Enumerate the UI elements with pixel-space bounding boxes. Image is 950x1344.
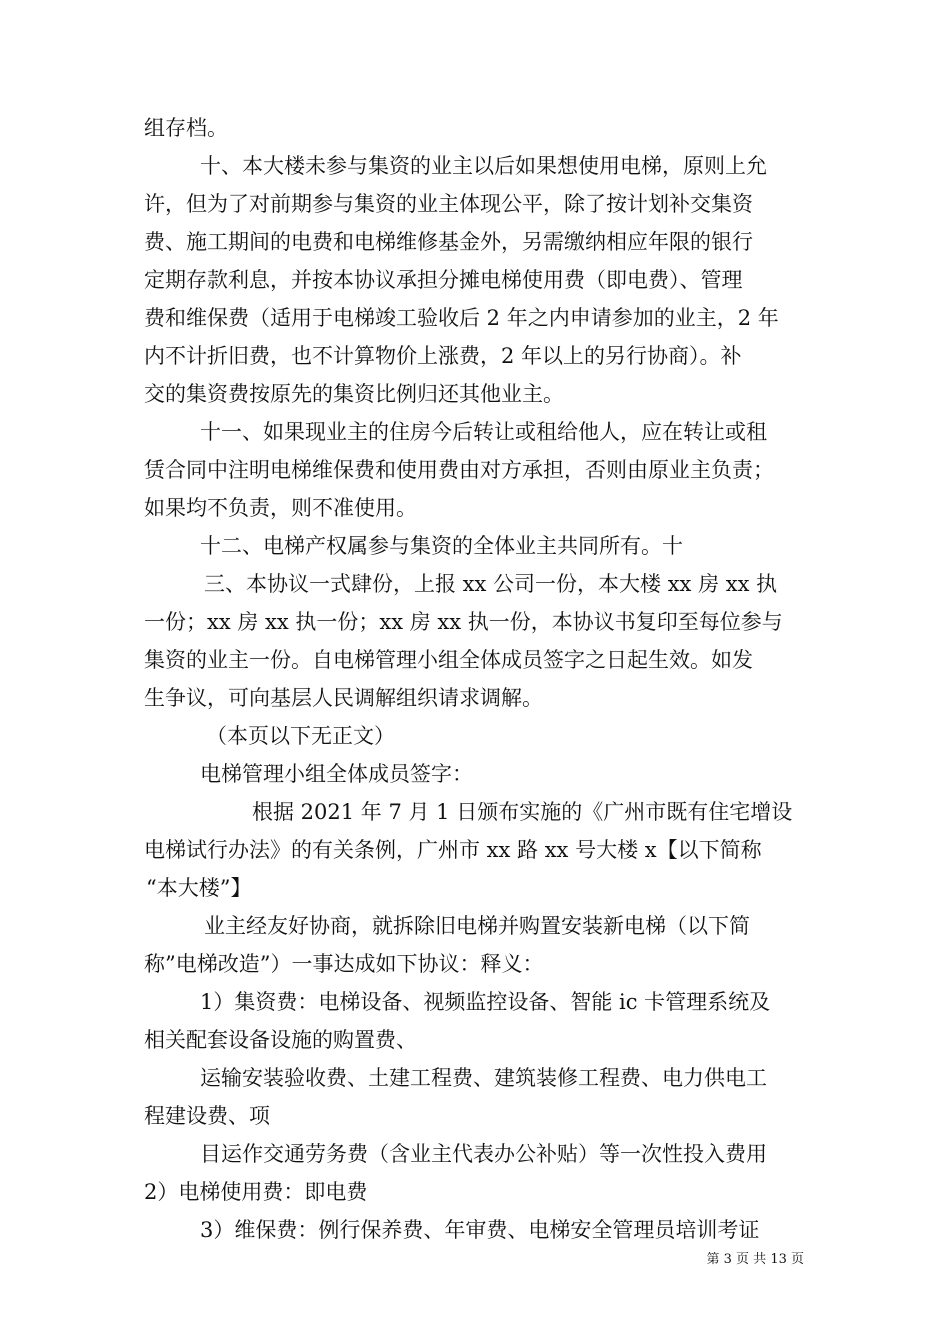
text-line: （本页以下无正文） xyxy=(206,724,395,748)
text-line: 十、本大楼未参与集资的业主以后如果想使用电梯，原则上允 xyxy=(200,154,767,178)
text-line: 如果均不负责，则不准使用。 xyxy=(144,496,417,520)
page-number-footer: 第 3 页 共 13 页 xyxy=(706,1252,804,1267)
text-line: 程建设费、项 xyxy=(144,1104,270,1128)
text-line: 运输安装验收费、土建工程费、建筑装修工程费、电力供电工 xyxy=(200,1066,767,1090)
text-line: 费和维保费（适用于电梯竣工验收后 2 年之内申请参加的业主，2 年 xyxy=(144,306,779,330)
text-line: 业主经友好协商，就拆除旧电梯并购置安装新电梯（以下简 xyxy=(204,914,750,938)
text-line: 十一、如果现业主的住房今后转让或租给他人，应在转让或租 xyxy=(200,420,767,444)
text-line: 十二、电梯产权属参与集资的全体业主共同所有。十 xyxy=(200,534,683,558)
text-line: “本大楼”】 xyxy=(146,876,252,900)
text-line: 集资的业主一份。自电梯管理小组全体成员签字之日起生效。如发 xyxy=(144,648,753,672)
text-line: 称”电梯改造”）一事达成如下协议：释义： xyxy=(144,952,544,976)
text-line: 根据 2021 年 7 月 1 日颁布实施的《广州市既有住宅增设 xyxy=(252,800,793,824)
text-line: 2）电梯使用费：即电费 xyxy=(144,1180,368,1204)
text-line: 组存档。 xyxy=(144,116,228,140)
text-line: 电梯试行办法》的有关条例，广州市 xx 路 xx 号大楼 x【以下简称 xyxy=(144,838,762,862)
text-line: 三、本协议一式肆份，上报 xx 公司一份，本大楼 xx 房 xx 执 xyxy=(204,572,778,596)
text-line: 目运作交通劳务费（含业主代表办公补贴）等一次性投入费用 xyxy=(200,1142,767,1166)
text-line: 一份；xx 房 xx 执一份；xx 房 xx 执一份，本协议书复印至每位参与 xyxy=(144,610,783,634)
text-line: 1）集资费：电梯设备、视频监控设备、智能 ic 卡管理系统及 xyxy=(200,990,771,1014)
text-line: 生争议，可向基层人民调解组织请求调解。 xyxy=(144,686,543,710)
text-line: 许，但为了对前期参与集资的业主体现公平，除了按计划补交集资 xyxy=(144,192,753,216)
text-line: 3）维保费：例行保养费、年审费、电梯安全管理员培训考证 xyxy=(200,1218,760,1242)
text-line: 交的集资费按原先的集资比例归还其他业主。 xyxy=(144,382,564,406)
text-line: 费、施工期间的电费和电梯维修基金外，另需缴纳相应年限的银行 xyxy=(144,230,753,254)
text-line: 相关配套设备设施的购置费、 xyxy=(144,1028,417,1052)
text-line: 内不计折旧费，也不计算物价上涨费，2 年以上的另行协商）。补 xyxy=(144,344,742,368)
text-line: 电梯管理小组全体成员签字： xyxy=(200,762,473,786)
text-line: 赁合同中注明电梯维保费和使用费由对方承担，否则由原业主负责； xyxy=(144,458,774,482)
text-line: 定期存款利息，并按本协议承担分摊电梯使用费（即电费）、管理 xyxy=(144,268,743,292)
